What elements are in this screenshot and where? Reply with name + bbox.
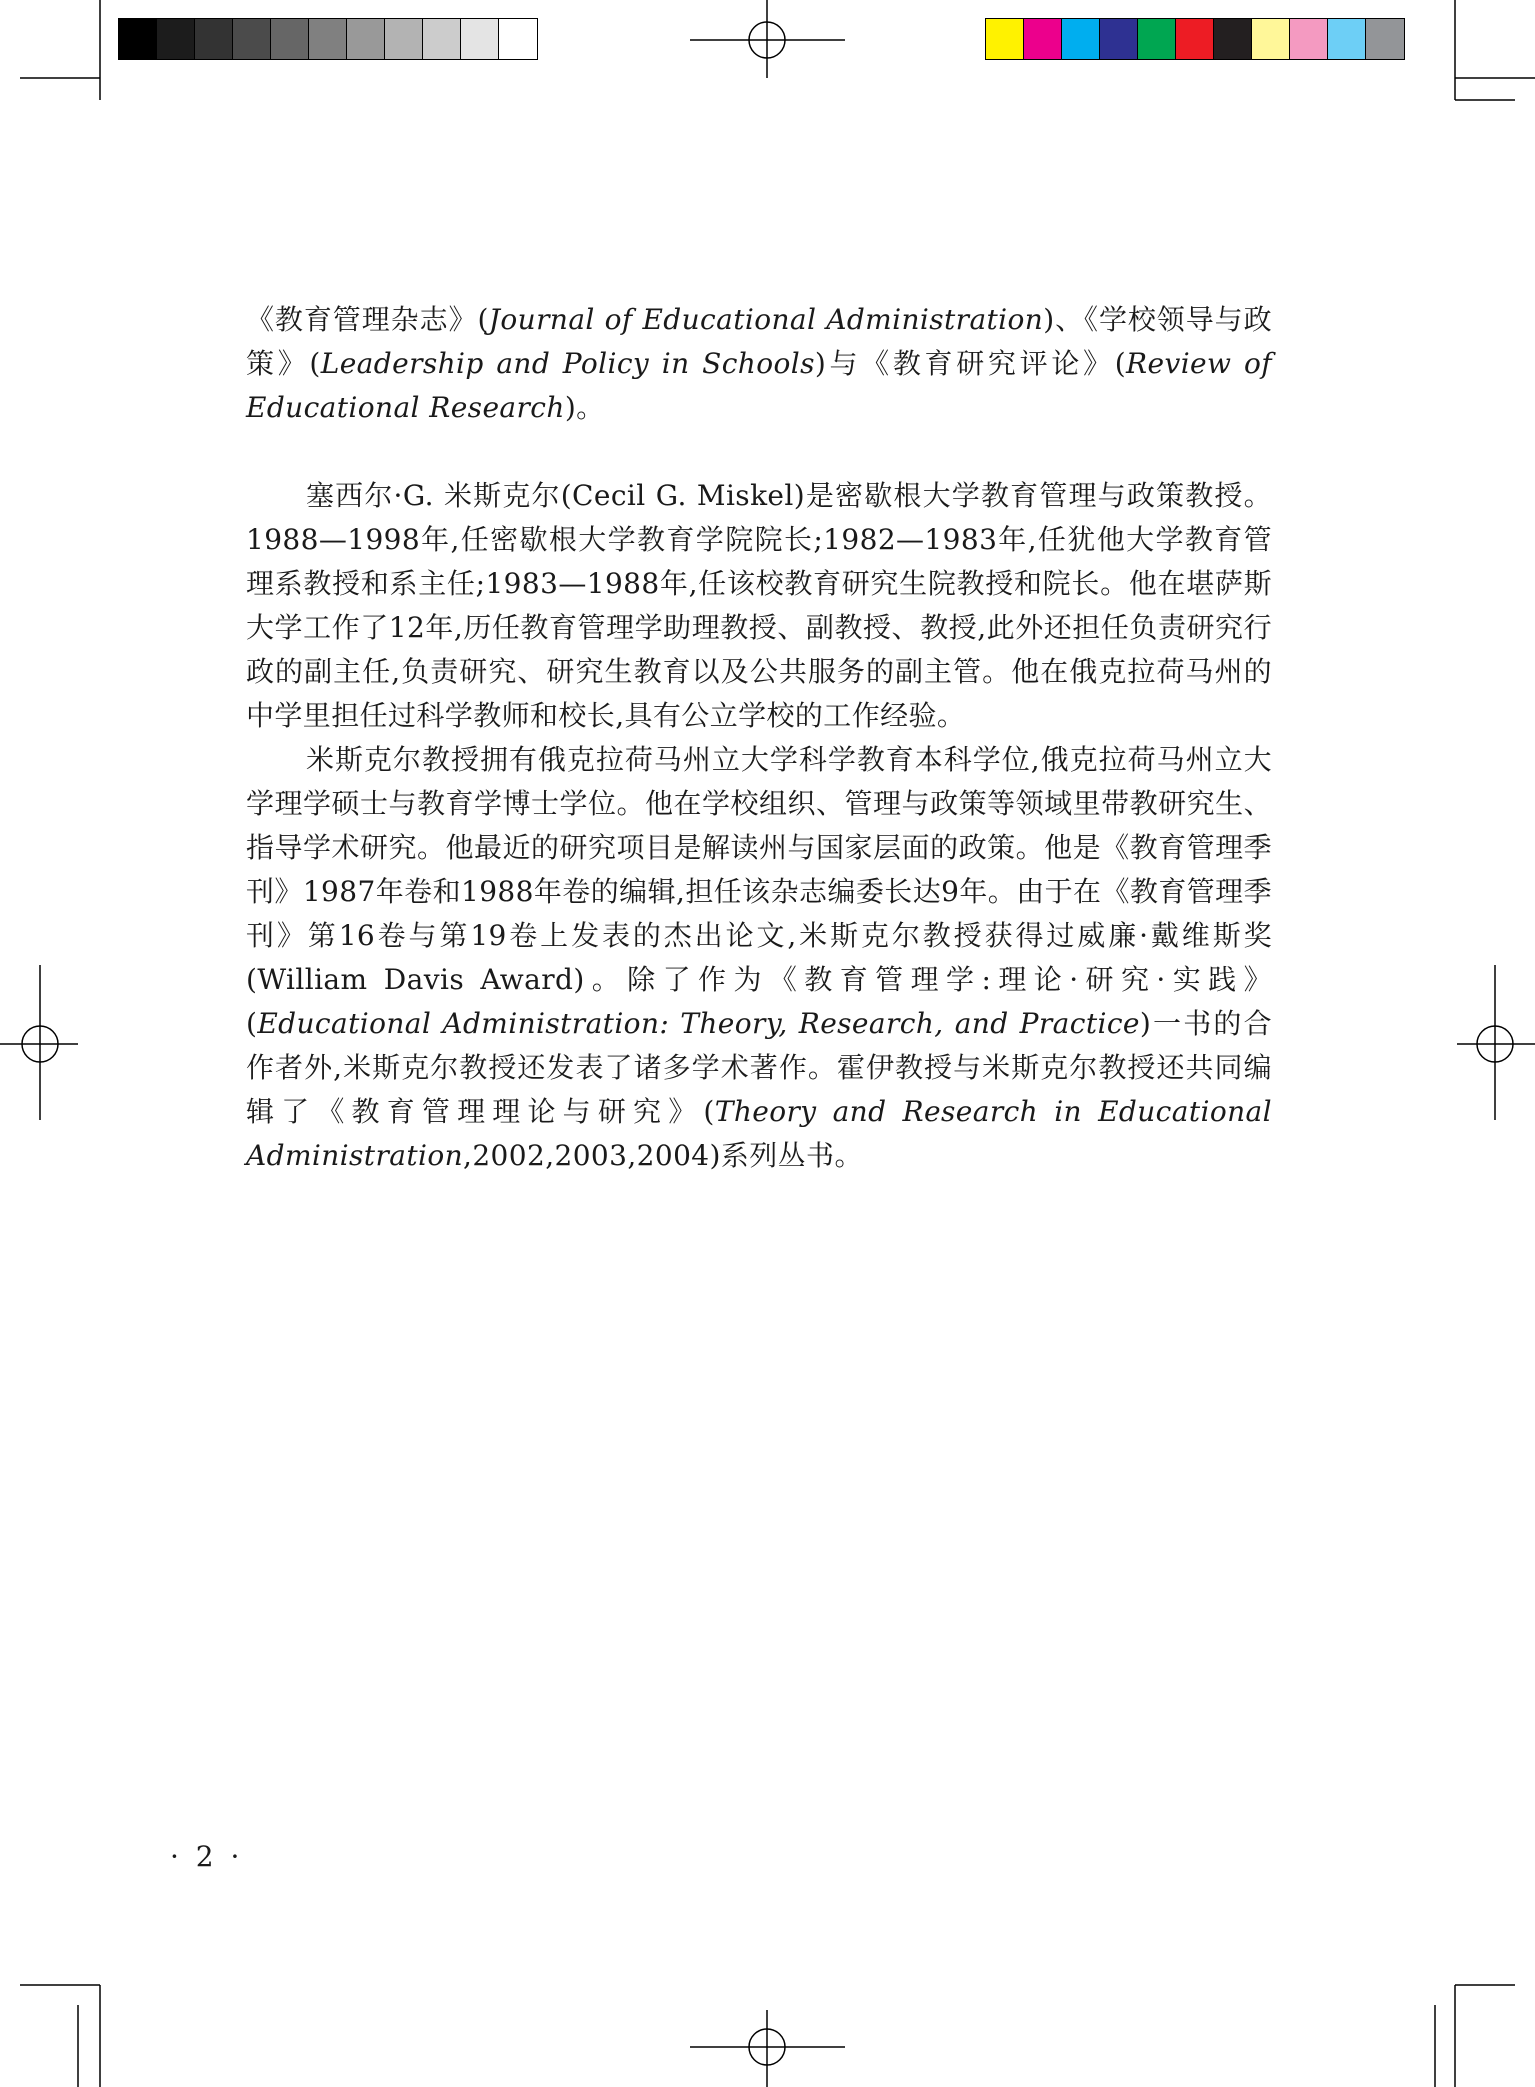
- page-number: · 2 ·: [170, 1840, 244, 1873]
- gray-swatch: [461, 19, 499, 59]
- gray-swatch: [347, 19, 385, 59]
- color-swatch: [1176, 19, 1214, 59]
- color-swatch: [1100, 19, 1138, 59]
- gray-swatch: [233, 19, 271, 59]
- gray-swatch: [423, 19, 461, 59]
- color-swatch: [1290, 19, 1328, 59]
- body-text: [246, 298, 1272, 1178]
- color-swatch: [1138, 19, 1176, 59]
- color-swatch: [1328, 19, 1366, 59]
- gray-swatch: [309, 19, 347, 59]
- gray-swatch: [385, 19, 423, 59]
- paragraph-journals: 《教育管理杂志》(Journal of Educational Administration)、《学校领导与政策》(Leadership and Policy in Schools)与《教育研究评论》(Review of Educational Research)。: [246, 303, 1273, 424]
- gray-swatch: [157, 19, 195, 59]
- gray-swatch: [119, 19, 157, 59]
- grayscale-color-bar: [118, 18, 538, 60]
- gray-swatch: [499, 19, 537, 59]
- process-color-bar: [985, 18, 1405, 60]
- paragraph-miskel-research: 米斯克尔教授拥有俄克拉荷马州立大学科学教育本科学位,俄克拉荷马州立大学理学硕士与教育学博士学位。他在学校组织、管理与政策等领域里带教研究生、指导学术研究。他最近的研究项目是解读州与国家层面的政策。他是《教育管理季刊》1987年卷和1988年卷的编辑,担任该杂志编委长达9年。由于在《教育管理季刊》第16卷与第19卷上发表的杰出论文,米斯克尔教授获得过威廉·戴维斯奖(William Davis Award)。除了作为《教育管理学:理论·研究·实践》(Educational Administration: Theory, Research, and Practice)一书的合作者外,米斯克尔教授还发表了诸多学术著作。霍伊教授与米斯克尔教授还共同编辑了《教育管理理论与研究》(Theory and Research in Educational Administration,2002,2003,2004)系列丛书。: [246, 743, 1272, 1172]
- paragraph-miskel-career: 塞西尔·G. 米斯克尔(Cecil G. Miskel)是密歇根大学教育管理与政策教授。1988—1998年,任密歇根大学教育学院院长;1982—1983年,任犹他大学教育管理系教授和系主任;1983—1988年,任该校教育研究生院教授和院长。他在堪萨斯大学工作了12年,历任教育管理学助理教授、副教授、教授,此外还担任负责研究行政的副主任,负责研究、研究生教育以及公共服务的副主管。他在俄克拉荷马州的中学里担任过科学教师和校长,具有公立学校的工作经验。: [246, 479, 1272, 732]
- color-swatch: [1366, 19, 1404, 59]
- color-swatch: [1252, 19, 1290, 59]
- color-swatch: [1214, 19, 1252, 59]
- color-swatch: [1062, 19, 1100, 59]
- gray-swatch: [271, 19, 309, 59]
- color-swatch: [986, 19, 1024, 59]
- gray-swatch: [195, 19, 233, 59]
- color-swatch: [1024, 19, 1062, 59]
